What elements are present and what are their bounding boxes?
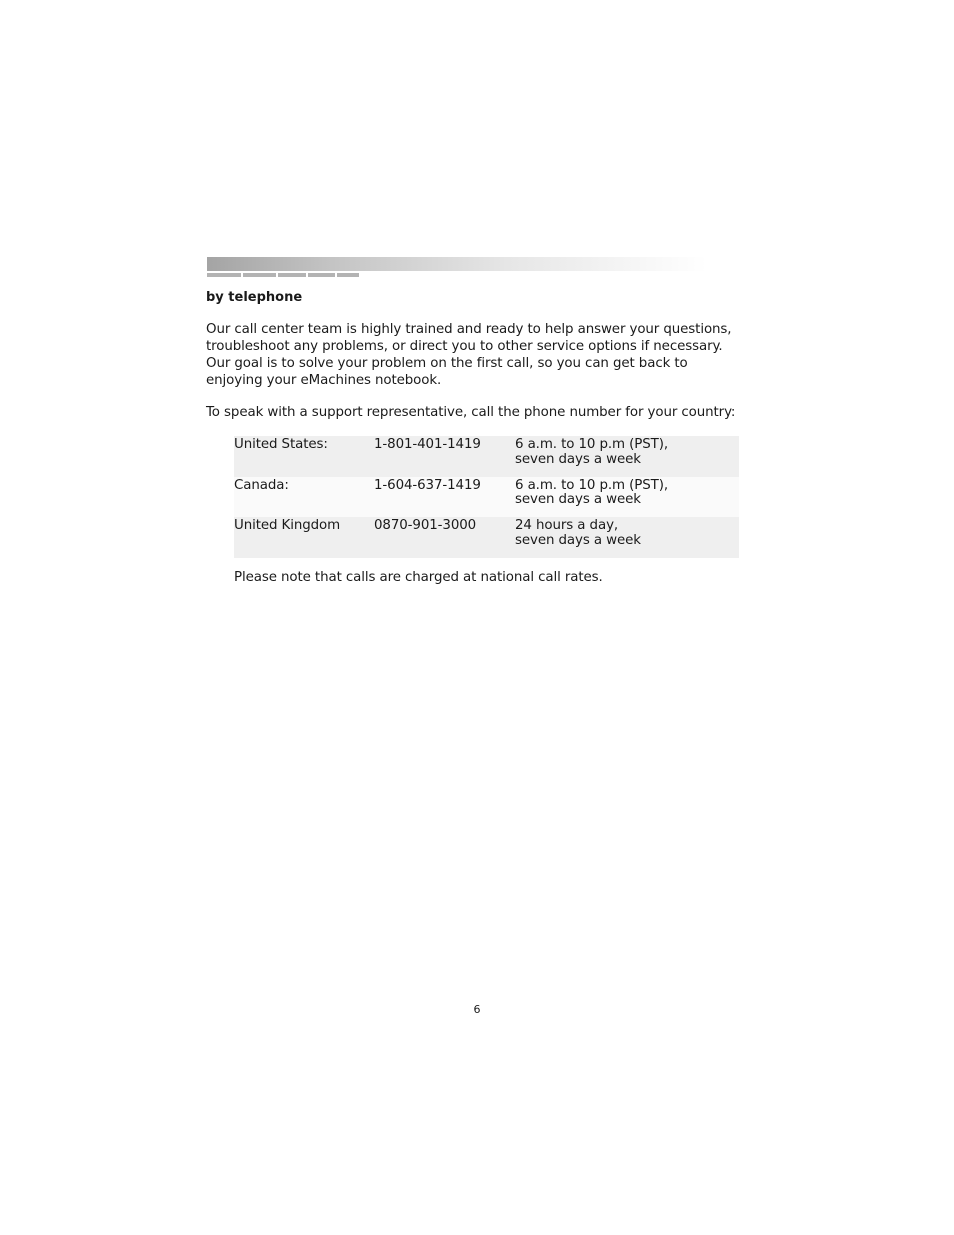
country-cell: United States:	[234, 437, 328, 452]
hours-line: 6 a.m. to 10 p.m (PST),	[515, 477, 669, 493]
intro-line: Our call center team is highly trained and ready to help answer your questions,	[206, 322, 732, 337]
section-heading: by telephone	[206, 290, 303, 305]
phone-cell: 1-801-401-1419	[374, 437, 481, 452]
hours-cell	[515, 517, 739, 558]
page-number: 6	[473, 1003, 481, 1016]
hours-cell	[515, 477, 739, 518]
table-row	[234, 436, 739, 477]
call-rates-note: Please note that calls are charged at national call rates.	[234, 570, 603, 585]
call-instruction: To speak with a support representative, call the phone number for your country:	[206, 405, 736, 420]
phone-number-table	[234, 436, 739, 558]
section-header-ticks	[207, 273, 359, 277]
phone-cell: 0870-901-3000	[374, 518, 477, 533]
hours-line: seven days a week	[515, 451, 641, 467]
hours-line: seven days a week	[515, 532, 641, 548]
header-tick	[278, 273, 306, 277]
country-cell: Canada:	[234, 477, 289, 493]
header-tick	[308, 273, 335, 277]
intro-line: troubleshoot any problems, or direct you to other service options if necessary.	[206, 339, 723, 354]
intro-paragraph	[206, 321, 766, 389]
table-row	[234, 517, 739, 558]
table-row	[234, 477, 739, 518]
header-tick	[337, 273, 359, 277]
hours-line: 24 hours a day,	[515, 518, 619, 533]
intro-line: Our goal is to solve your problem on the first call, so you can get back to	[206, 356, 688, 371]
hours-cell	[515, 436, 739, 477]
header-tick	[207, 273, 241, 277]
hours-line: seven days a week	[515, 492, 641, 507]
hours-line: 6 a.m. to 10 p.m (PST),	[515, 437, 669, 452]
country-cell: United Kingdom	[234, 518, 341, 533]
header-tick	[243, 273, 276, 277]
section-header-bar	[207, 257, 707, 271]
intro-line: enjoying your eMachines notebook.	[206, 373, 442, 388]
phone-cell: 1-604-637-1419	[374, 477, 481, 493]
